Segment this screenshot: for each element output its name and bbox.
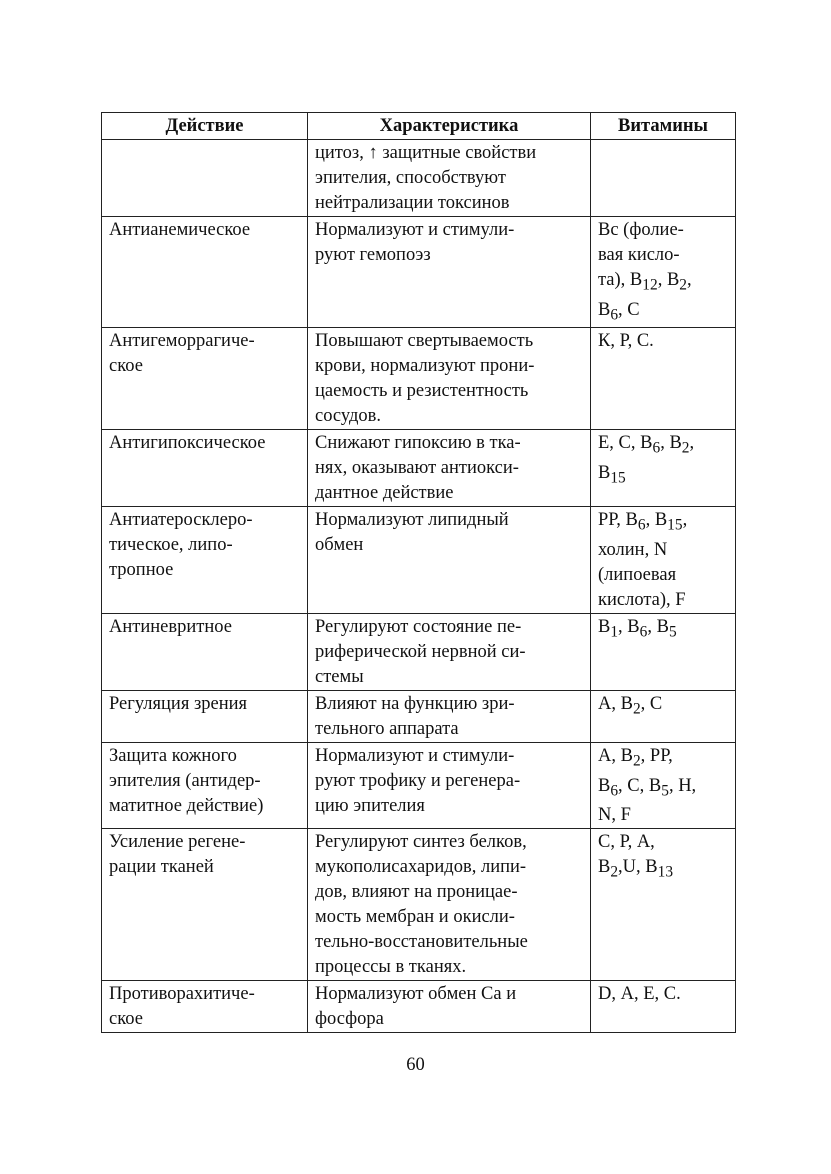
table-row (102, 743, 736, 829)
cell-line: матитное действие) (109, 796, 264, 817)
characteristic-cell (308, 614, 591, 691)
table-row (102, 328, 736, 430)
table-body (102, 140, 736, 1033)
cell-line: тропное (109, 560, 174, 581)
cell-line: цаемость и резистентность (315, 381, 529, 402)
cell-line: руют трофику и регенера- (315, 771, 521, 792)
cell-line: Регулируют синтез белков, (315, 832, 527, 853)
action-cell (102, 981, 308, 1033)
cell-line: $В_2,U$, $В_{13}$ (598, 857, 674, 882)
characteristic-cell (308, 743, 591, 829)
vitamins-cell (591, 614, 736, 691)
cell-line: Антиневритное (109, 617, 232, 638)
cell-line: А, $В_2$, РР, (598, 746, 673, 770)
table-row (102, 981, 736, 1033)
cell-line: тическое, липо- (109, 535, 233, 556)
cell-line: мукополисахаридов, липи- (315, 857, 527, 878)
characteristic-cell (308, 691, 591, 743)
cell-line: Нормализуют и стимули- (315, 220, 515, 240)
cell-line: $В_6$, С, $В_5$, Н, (598, 775, 697, 800)
table-row (102, 507, 736, 614)
cell-line: кислота), F (598, 590, 686, 611)
cell-line: ское (109, 356, 143, 377)
cell-line: С, Р, А, (598, 832, 655, 853)
cell-line: Повышают свертываемость (315, 331, 534, 352)
cell-line: цию эпителия (315, 796, 425, 817)
action-cell (102, 217, 308, 328)
cell-line: нях, оказывают антиокси- (315, 458, 519, 479)
table-row (102, 217, 736, 328)
cell-line: дов, влияют на проницае- (315, 882, 518, 903)
vitamins-cell (591, 743, 736, 829)
cell-line: Антигипоксическое (109, 433, 266, 454)
vitamins-cell (591, 981, 736, 1033)
characteristic-cell (308, 829, 591, 981)
cell-line: А, $В_2$, С (598, 694, 663, 718)
cell-line: нейтрализации токсинов (315, 193, 510, 213)
page-number: 60 (406, 1055, 425, 1075)
cell-line: К, Р, С. (598, 331, 654, 352)
vitamins-cell (591, 829, 736, 981)
characteristic-cell (308, 328, 591, 430)
cell-line: дантное действие (315, 483, 454, 504)
vitamins-cell (591, 691, 736, 743)
cell-line: Антигеморрагиче- (109, 331, 255, 352)
action-cell (102, 743, 308, 829)
cell-line: Антианемическое (109, 220, 251, 240)
cell-line: обмен (315, 535, 364, 556)
cell-line: Регуляция зрения (109, 694, 248, 715)
table-row (102, 691, 736, 743)
cell-line: N, F (598, 805, 631, 826)
cell-line: Защита кожного (109, 746, 237, 767)
cell-line: стемы (315, 667, 364, 688)
action-cell (102, 829, 308, 981)
cell-line: $В_6$, С (598, 299, 640, 324)
table-row (102, 140, 736, 217)
cell-line: холин, N (598, 540, 668, 561)
characteristic-cell (308, 981, 591, 1033)
cell-line: руют гемопоэз (315, 245, 431, 265)
vitamins-cell (591, 140, 736, 217)
cell-line: цитоз, ↑ защитные свойстви (315, 143, 537, 163)
cell-line: крови, нормализуют прони- (315, 356, 535, 377)
action-cell (102, 691, 308, 743)
cell-line: тельно-восстановительные (315, 932, 528, 953)
cell-line: РР, $В_6$, $В_{15}$, (598, 510, 688, 535)
cell-line: Усиление регене- (109, 832, 246, 853)
vitamins-table (101, 112, 736, 1033)
cell-line: (липоевая (598, 565, 677, 586)
vitamins-cell (591, 430, 736, 507)
cell-line: ское (109, 1009, 143, 1030)
cell-line: Снижают гипоксию в тка- (315, 433, 521, 454)
cell-line: Нормализуют и стимули- (315, 746, 515, 767)
cell-line: та), $В_{12}$, $В_2$, (598, 270, 692, 294)
cell-line: Антиатеросклеро- (109, 510, 253, 531)
table-header-row (102, 113, 736, 140)
action-cell (102, 140, 308, 217)
characteristic-cell (308, 140, 591, 217)
vitamins-cell (591, 328, 736, 430)
cell-line: $В_1$, $В_6$, $В_5$ (598, 617, 677, 641)
action-cell (102, 614, 308, 691)
cell-line: Нормализуют обмен Са и (315, 984, 517, 1005)
cell-line: D, А, Е, С. (598, 984, 681, 1005)
cell-line: процессы в тканях. (315, 957, 467, 978)
cell-line: Влияют на функцию зри- (315, 694, 515, 715)
characteristic-cell (308, 430, 591, 507)
header-characteristic: Характеристика (308, 113, 591, 140)
table-row (102, 614, 736, 691)
cell-line: Регулируют состояние пе- (315, 617, 522, 638)
characteristic-cell (308, 507, 591, 614)
vitamins-cell (591, 507, 736, 614)
header-action: Действие (102, 113, 308, 140)
cell-line: тельного аппарата (315, 719, 459, 740)
table-row (102, 430, 736, 507)
cell-line: Противорахитиче- (109, 984, 255, 1005)
cell-line: Е, С, $В_6$, $В_2$, (598, 433, 695, 458)
action-cell (102, 507, 308, 614)
characteristic-cell (308, 217, 591, 328)
cell-line: Вс (фолие- (598, 220, 684, 240)
cell-line: мость мембран и окисли- (315, 907, 515, 928)
cell-line: вая кисло- (598, 245, 680, 265)
action-cell (102, 430, 308, 507)
cell-line: сосудов. (315, 406, 381, 427)
cell-line: Нормализуют липидный (315, 510, 509, 531)
action-cell (102, 328, 308, 430)
vitamins-cell (591, 217, 736, 328)
cell-line: рации тканей (109, 857, 214, 878)
cell-line: фосфора (315, 1009, 384, 1030)
table-row (102, 829, 736, 981)
header-vitamins: Витамины (591, 113, 736, 140)
cell-line: $В_{15}$ (598, 463, 626, 487)
cell-line: эпителия, способствуют (315, 168, 506, 188)
cell-line: эпителия (антидер- (109, 771, 261, 792)
cell-line: риферической нервной си- (315, 642, 526, 663)
